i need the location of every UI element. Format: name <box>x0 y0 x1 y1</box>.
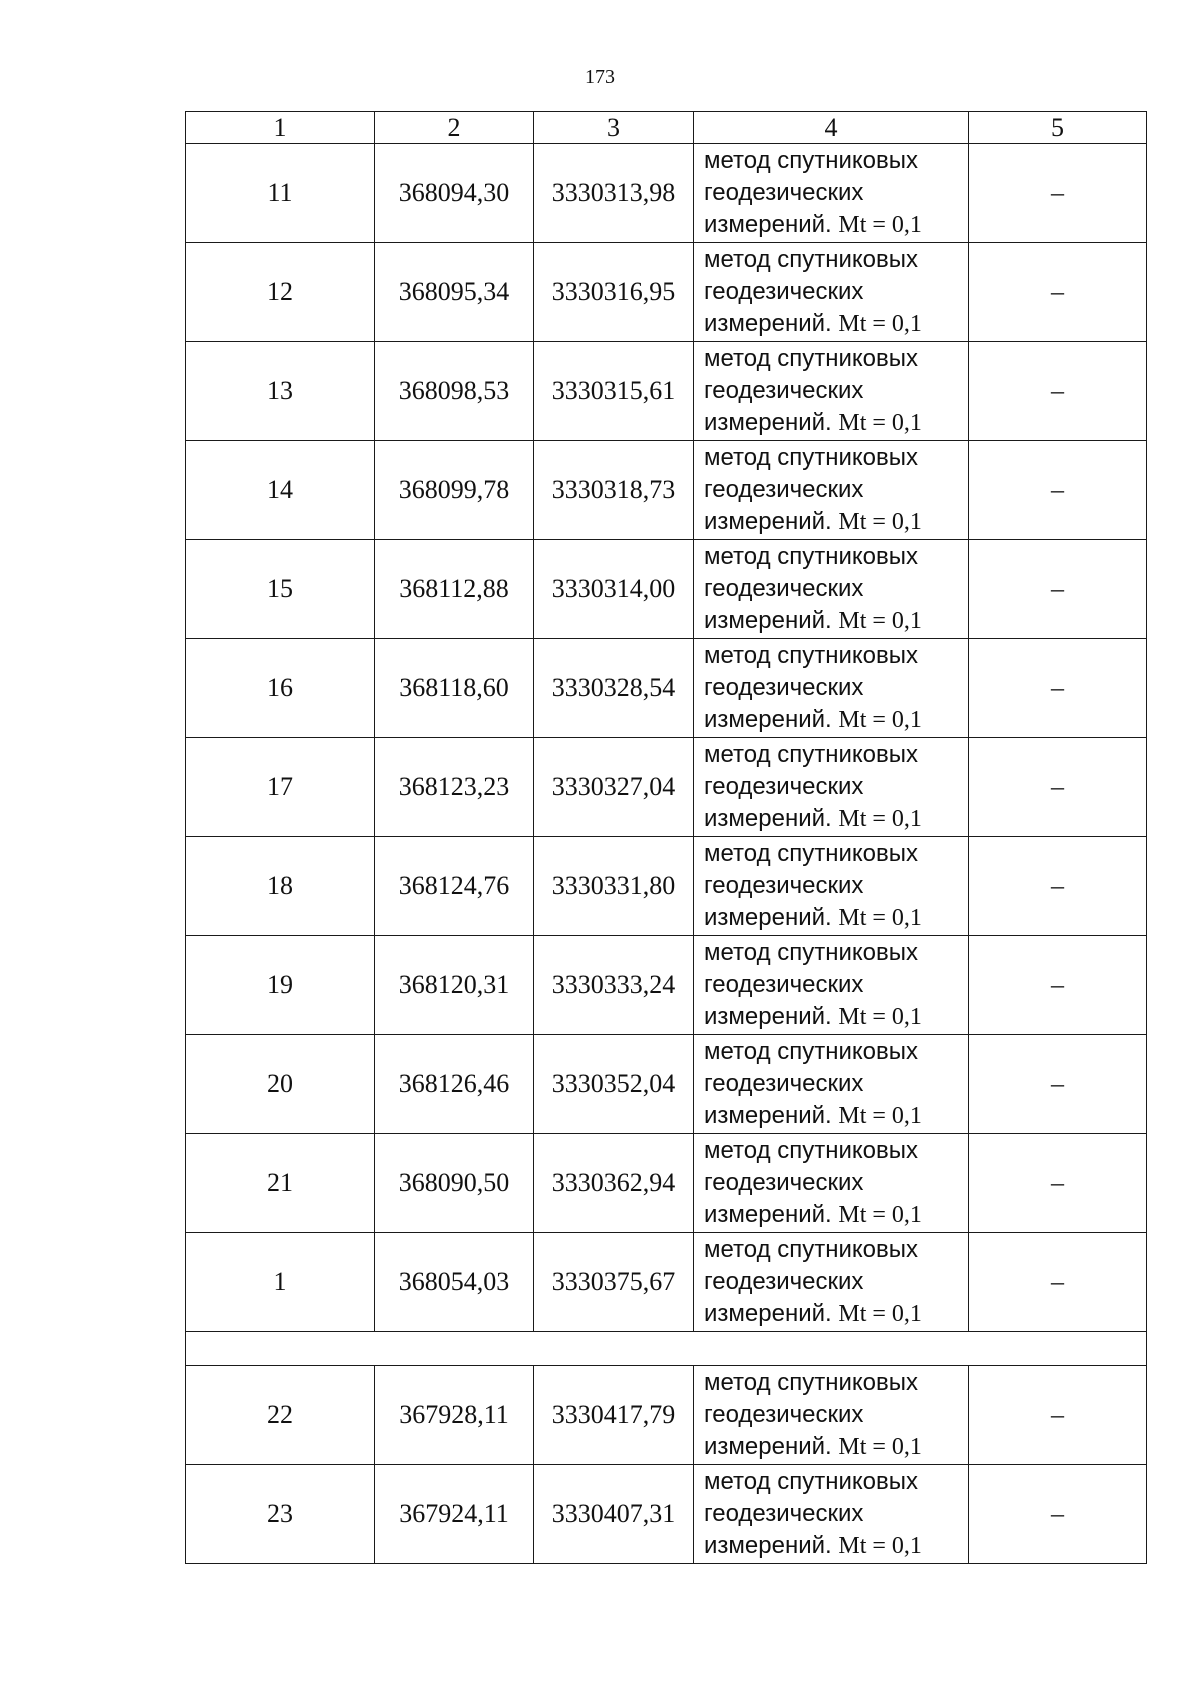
method-cell <box>694 1366 969 1465</box>
table-row <box>186 342 1147 441</box>
x-coordinate-cell: 368112,88 <box>375 540 534 639</box>
accuracy-value: Mt = 0,1 <box>838 410 922 436</box>
y-coordinate-cell: 3330333,24 <box>534 936 694 1035</box>
method-line-text: измерений. <box>704 607 839 634</box>
column-header: 1 <box>186 112 375 144</box>
y-coordinate-cell: 3330375,67 <box>534 1233 694 1332</box>
column-header: 3 <box>534 112 694 144</box>
coordinates-table <box>185 111 1147 1564</box>
x-coordinate-cell: 368123,23 <box>375 738 534 837</box>
point-number-cell: 19 <box>186 936 375 1035</box>
y-coordinate-cell: 3330316,95 <box>534 243 694 342</box>
x-coordinate-cell: 368118,60 <box>375 639 534 738</box>
point-number-cell: 22 <box>186 1366 375 1465</box>
note-cell: – <box>969 738 1147 837</box>
x-coordinate-cell: 368098,53 <box>375 342 534 441</box>
method-line: геодезических <box>704 773 864 800</box>
accuracy-value: Mt = 0,1 <box>838 1202 922 1228</box>
method-line: метод спутниковых <box>704 246 919 273</box>
accuracy-value: Mt = 0,1 <box>838 1004 922 1030</box>
x-coordinate-cell: 368095,34 <box>375 243 534 342</box>
method-line: метод спутниковых <box>704 345 919 372</box>
method-cell <box>694 1233 969 1332</box>
method-cell <box>694 243 969 342</box>
point-number-cell: 1 <box>186 1233 375 1332</box>
note-cell: – <box>969 1233 1147 1332</box>
x-coordinate-cell: 368120,31 <box>375 936 534 1035</box>
y-coordinate-cell: 3330417,79 <box>534 1366 694 1465</box>
method-line-text: измерений. <box>704 1532 839 1559</box>
method-line-text: измерений. <box>704 1300 839 1327</box>
method-line <box>704 1431 968 1463</box>
x-coordinate-cell: 368094,30 <box>375 144 534 243</box>
method-line: геодезических <box>704 575 864 602</box>
point-number-cell: 13 <box>186 342 375 441</box>
accuracy-value: Mt = 0,1 <box>838 707 922 733</box>
method-cell <box>694 1465 969 1564</box>
point-number-cell: 21 <box>186 1134 375 1233</box>
method-cell <box>694 837 969 936</box>
table-row <box>186 243 1147 342</box>
y-coordinate-cell: 3330315,61 <box>534 342 694 441</box>
note-cell: – <box>969 639 1147 738</box>
method-line: геодезических <box>704 674 864 701</box>
point-number-cell: 20 <box>186 1035 375 1134</box>
y-coordinate-cell: 3330327,04 <box>534 738 694 837</box>
note-cell: – <box>969 342 1147 441</box>
accuracy-value: Mt = 0,1 <box>838 608 922 634</box>
point-number-cell: 16 <box>186 639 375 738</box>
method-line <box>704 209 968 241</box>
x-coordinate-cell: 368126,46 <box>375 1035 534 1134</box>
method-line: геодезических <box>704 1500 864 1527</box>
method-line <box>704 902 968 934</box>
method-line: метод спутниковых <box>704 939 919 966</box>
method-line: геодезических <box>704 1401 864 1428</box>
accuracy-value: Mt = 0,1 <box>838 1434 922 1460</box>
table-row <box>186 1233 1147 1332</box>
method-line: геодезических <box>704 1169 864 1196</box>
y-coordinate-cell: 3330331,80 <box>534 837 694 936</box>
method-cell <box>694 1134 969 1233</box>
method-line <box>704 308 968 340</box>
method-line <box>704 1530 968 1562</box>
page-number: 173 <box>585 66 615 88</box>
method-line-text: измерений. <box>704 508 839 535</box>
method-line <box>704 605 968 637</box>
table-row <box>186 441 1147 540</box>
x-coordinate-cell: 368099,78 <box>375 441 534 540</box>
point-number-cell: 14 <box>186 441 375 540</box>
accuracy-value: Mt = 0,1 <box>838 806 922 832</box>
y-coordinate-cell: 3330362,94 <box>534 1134 694 1233</box>
note-cell: – <box>969 1035 1147 1134</box>
method-line-text: измерений. <box>704 904 839 931</box>
point-number-cell: 23 <box>186 1465 375 1564</box>
point-number-cell: 18 <box>186 837 375 936</box>
method-cell <box>694 441 969 540</box>
method-line: метод спутниковых <box>704 1038 919 1065</box>
table-row <box>186 1366 1147 1465</box>
accuracy-value: Mt = 0,1 <box>838 311 922 337</box>
separator-cell <box>186 1332 1147 1366</box>
method-line: метод спутниковых <box>704 741 919 768</box>
method-cell <box>694 342 969 441</box>
method-cell <box>694 738 969 837</box>
column-header: 2 <box>375 112 534 144</box>
method-line: геодезических <box>704 377 864 404</box>
method-line: геодезических <box>704 476 864 503</box>
method-line: метод спутниковых <box>704 1468 919 1495</box>
table-row <box>186 837 1147 936</box>
method-line <box>704 1100 968 1132</box>
table-row <box>186 1465 1147 1564</box>
method-line <box>704 506 968 538</box>
method-line: метод спутниковых <box>704 840 919 867</box>
y-coordinate-cell: 3330352,04 <box>534 1035 694 1134</box>
method-line: метод спутниковых <box>704 642 919 669</box>
separator-row <box>186 1332 1147 1366</box>
y-coordinate-cell: 3330318,73 <box>534 441 694 540</box>
method-line: метод спутниковых <box>704 1137 919 1164</box>
method-line: метод спутниковых <box>704 1236 919 1263</box>
method-line-text: измерений. <box>704 1433 839 1460</box>
x-coordinate-cell: 368054,03 <box>375 1233 534 1332</box>
method-cell <box>694 540 969 639</box>
table-row <box>186 738 1147 837</box>
note-cell: – <box>969 1465 1147 1564</box>
method-line: метод спутниковых <box>704 147 919 174</box>
table-row <box>186 144 1147 243</box>
x-coordinate-cell: 368124,76 <box>375 837 534 936</box>
method-line-text: измерений. <box>704 409 839 436</box>
method-line: геодезических <box>704 971 864 998</box>
y-coordinate-cell: 3330314,00 <box>534 540 694 639</box>
x-coordinate-cell: 367924,11 <box>375 1465 534 1564</box>
method-line: геодезических <box>704 1070 864 1097</box>
method-line-text: измерений. <box>704 805 839 832</box>
method-line: геодезических <box>704 179 864 206</box>
note-cell: – <box>969 936 1147 1035</box>
method-line: метод спутниковых <box>704 1369 919 1396</box>
column-header: 4 <box>694 112 969 144</box>
column-header: 5 <box>969 112 1147 144</box>
method-line-text: измерений. <box>704 211 839 238</box>
method-line-text: измерений. <box>704 310 839 337</box>
note-cell: – <box>969 441 1147 540</box>
point-number-cell: 12 <box>186 243 375 342</box>
table-header-row <box>186 112 1147 144</box>
note-cell: – <box>969 1134 1147 1233</box>
method-cell <box>694 144 969 243</box>
accuracy-value: Mt = 0,1 <box>838 509 922 535</box>
method-line: метод спутниковых <box>704 543 919 570</box>
table-row <box>186 1035 1147 1134</box>
point-number-cell: 11 <box>186 144 375 243</box>
method-line <box>704 1199 968 1231</box>
method-line <box>704 704 968 736</box>
method-line-text: измерений. <box>704 1003 839 1030</box>
method-cell <box>694 639 969 738</box>
accuracy-value: Mt = 0,1 <box>838 1301 922 1327</box>
note-cell: – <box>969 1366 1147 1465</box>
method-line-text: измерений. <box>704 706 839 733</box>
point-number-cell: 15 <box>186 540 375 639</box>
method-cell <box>694 936 969 1035</box>
note-cell: – <box>969 243 1147 342</box>
x-coordinate-cell: 367928,11 <box>375 1366 534 1465</box>
y-coordinate-cell: 3330407,31 <box>534 1465 694 1564</box>
y-coordinate-cell: 3330313,98 <box>534 144 694 243</box>
method-line: геодезических <box>704 278 864 305</box>
accuracy-value: Mt = 0,1 <box>838 1533 922 1559</box>
method-line <box>704 803 968 835</box>
method-line: геодезических <box>704 1268 864 1295</box>
note-cell: – <box>969 837 1147 936</box>
method-line: геодезических <box>704 872 864 899</box>
y-coordinate-cell: 3330328,54 <box>534 639 694 738</box>
x-coordinate-cell: 368090,50 <box>375 1134 534 1233</box>
table-row <box>186 1134 1147 1233</box>
point-number-cell: 17 <box>186 738 375 837</box>
method-line-text: измерений. <box>704 1102 839 1129</box>
accuracy-value: Mt = 0,1 <box>838 1103 922 1129</box>
method-line-text: измерений. <box>704 1201 839 1228</box>
table-row <box>186 639 1147 738</box>
note-cell: – <box>969 540 1147 639</box>
table-row <box>186 936 1147 1035</box>
accuracy-value: Mt = 0,1 <box>838 212 922 238</box>
method-line <box>704 407 968 439</box>
note-cell: – <box>969 144 1147 243</box>
method-cell <box>694 1035 969 1134</box>
method-line <box>704 1001 968 1033</box>
table-row <box>186 540 1147 639</box>
accuracy-value: Mt = 0,1 <box>838 905 922 931</box>
method-line <box>704 1298 968 1330</box>
method-line: метод спутниковых <box>704 444 919 471</box>
